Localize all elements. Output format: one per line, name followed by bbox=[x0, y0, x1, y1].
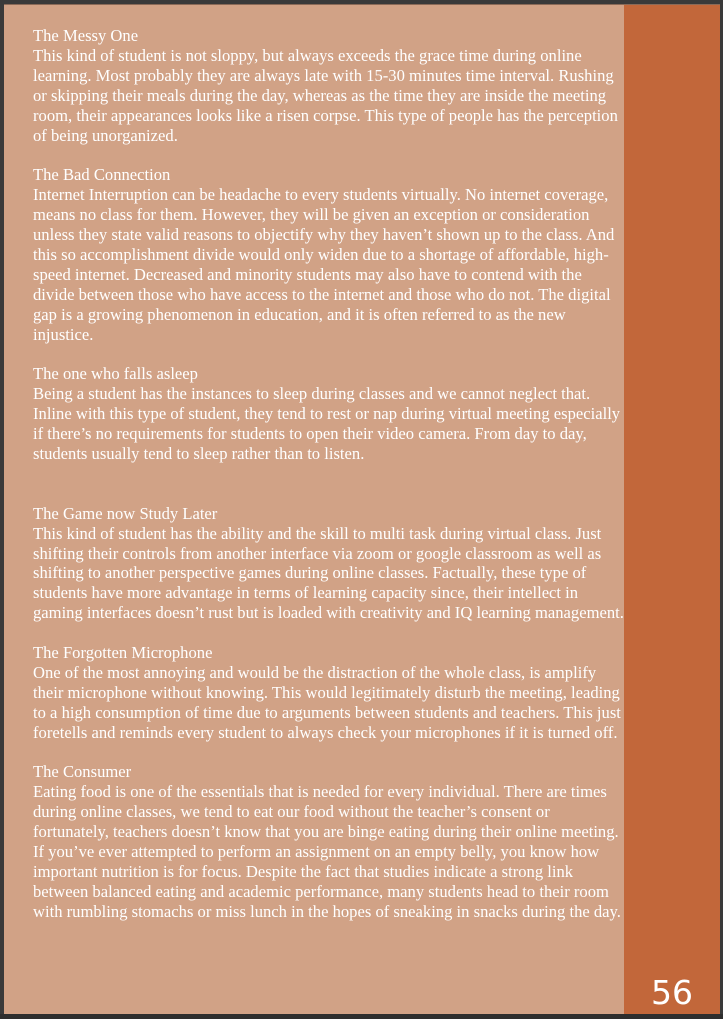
section-title: The Bad Connection bbox=[33, 165, 171, 185]
section-paragraph: Being a student has the instances to sleep during classes and we cannot neglect that. Inline with this type of student, they tend to rest or nap during virtual meeting especially if there’s no requirements for students to open their video camera. From day to day, students usually tend to sleep rather than to listen. bbox=[33, 384, 621, 463]
section-paragraph: One of the most annoying and would be the distraction of the whole class, is amplify their microphone without knowing. This would legitimately disturb the meeting, leading to a high consumption of time due to arguments between students and teachers. This just foretells and reminds every student to always check your microphones if it is turned off. bbox=[33, 662, 621, 742]
article-body bbox=[33, 26, 625, 922]
section-title: The Messy One bbox=[33, 26, 139, 45]
section-title: The Forgotten Microphone bbox=[33, 643, 213, 663]
section-paragraph: Internet Interruption can be headache to every students virtually. No internet coverage, means no class for them. However, they will be given an exception or consideration unless they state valid reasons to objectify why they haven’t shown up to the class. And this so accomplishment divide would only widen due to a shortage of affordable, high-speed internet. Decreased and minority students may also have to contend with the divide between those who have access to the internet and those who do not. The digital gap is a growing phenomenon in education, and it is often referred to as the new injustice. bbox=[33, 185, 615, 344]
page-number: 56 bbox=[651, 973, 693, 1012]
section-consumer bbox=[33, 762, 625, 921]
page-shadow bbox=[0, 1014, 723, 1019]
section-title: The one who falls asleep bbox=[33, 364, 198, 384]
accent-sidebar bbox=[624, 5, 720, 1015]
section-bad-connection bbox=[33, 165, 625, 344]
section-falls-asleep bbox=[33, 364, 625, 464]
section-messy-one bbox=[33, 26, 625, 145]
document-page bbox=[4, 4, 720, 1014]
section-paragraph: This kind of student is not sloppy, but always exceeds the grace time during online learning. Most probably they are always late with 15-30 minutes time interval. Rushing or skipping their meals during the day, whereas as the time they are inside the meeting room, their appearances looks like a risen corpse. This type of people has the perception of being unorganized. bbox=[33, 45, 618, 145]
section-paragraph: Eating food is one of the essentials that is needed for every individual. There are times during online classes, we tend to eat our food without the teacher’s consent or fortunately, teachers doesn’t know that you are binge eating during their online meeting. If you’ve ever attempted to perform an assignment on an empty belly, you know how important nutrition is for focus. Despite the fact that studies indicate a strong link between balanced eating and academic performance, many students head to their room with rumbling stomachs or miss lunch in the hopes of sneaking in snacks during the day. bbox=[33, 782, 621, 921]
section-title: The Game now Study Later bbox=[33, 503, 218, 523]
section-title: The Consumer bbox=[33, 762, 132, 782]
section-game-now-study-later bbox=[33, 504, 625, 623]
section-paragraph: This kind of student has the ability and the skill to multi task during virtual class. Just shifting their controls from another interface via zoom or google classroom as well as shifting to another perspective games during online classes. Factually, these type of students have more advantage in terms of learning capacity since, their intellect in gaming interfaces doesn’t rust but is loaded with creativity and IQ learning management. bbox=[33, 523, 624, 623]
section-forgotten-microphone bbox=[33, 643, 625, 743]
